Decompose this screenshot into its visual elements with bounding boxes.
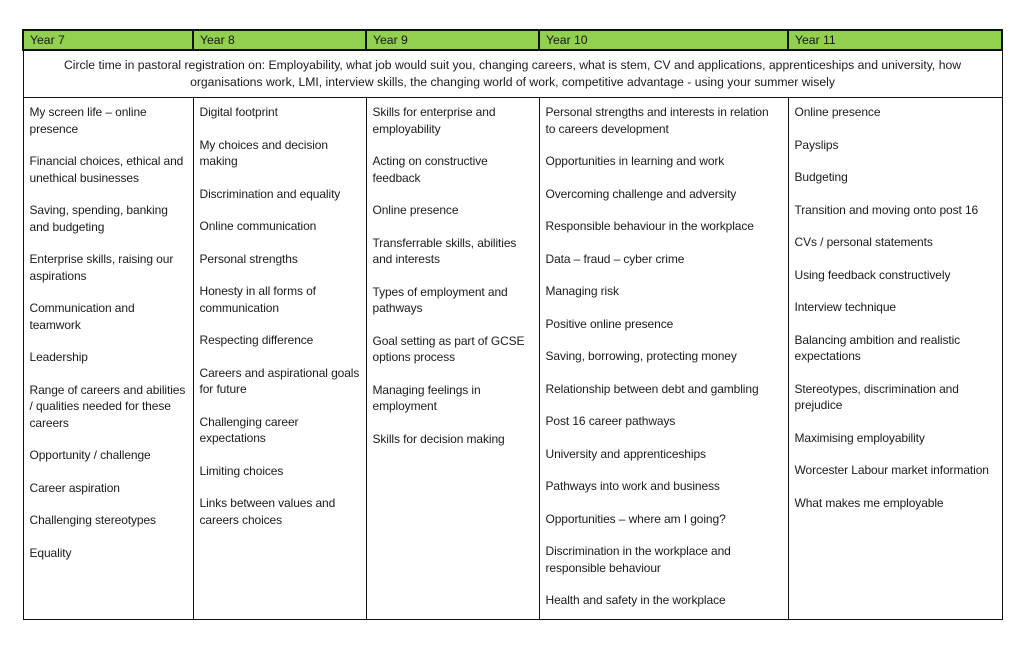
topic-item: Managing risk	[545, 284, 619, 298]
banner-row	[23, 50, 1002, 98]
topic-item: University and apprenticeships	[545, 446, 706, 461]
topic-item: Responsible behaviour in the workplace	[545, 219, 754, 233]
topic-item: My choices and decision making	[199, 137, 328, 168]
topic-item: My screen life – online presence	[29, 105, 147, 136]
topic-item: Opportunities in learning and work	[545, 154, 725, 168]
topic-item: Transferrable skills, abilities and interests	[372, 235, 517, 266]
topic-item: Leadership	[29, 350, 88, 364]
topic-item: Managing feelings in employment	[372, 382, 481, 413]
topic-item: Overcoming challenge and adversity	[545, 186, 737, 201]
body-cell-year-8	[193, 98, 366, 620]
topic-item: CVs / personal statements	[794, 235, 933, 249]
topic-item: Data – fraud – cyber crime	[545, 251, 685, 266]
topic-item: Personal strengths	[199, 251, 298, 266]
topic-item: Using feedback constructively	[794, 267, 951, 282]
topic-item: Equality	[29, 545, 72, 560]
topic-item: Discrimination in the workplace and responsible behaviour	[545, 544, 731, 575]
topic-item: Transition and moving onto post 16	[794, 202, 979, 217]
topic-item: Digital footprint	[199, 105, 278, 119]
topic-item: Worcester Labour market information	[794, 463, 989, 477]
topic-item: Maximising employability	[794, 430, 925, 445]
curriculum-table	[22, 29, 1003, 620]
body-row	[23, 98, 1002, 620]
topic-item: Online presence	[372, 203, 459, 217]
topic-item: Health and safety in the workplace	[545, 593, 726, 607]
topic-item: Skills for decision making	[372, 431, 505, 446]
topic-item: Careers and aspirational goals for future	[199, 365, 360, 396]
topic-item: Career aspiration	[29, 480, 120, 495]
topic-item: Personal strengths and interests in relation to careers development	[545, 105, 769, 136]
topic-item: Skills for enterprise and employability	[372, 105, 496, 136]
topic-item: Online communication	[199, 219, 317, 233]
header-cell-year-8: Year 8	[193, 30, 366, 50]
topic-item: Range of careers and abilities / qualities needed for these careers	[29, 382, 186, 430]
topic-item: Links between values and careers choices	[199, 496, 336, 527]
topic-item: Respecting difference	[199, 333, 314, 347]
topic-item: Online presence	[794, 105, 881, 119]
topic-item: Saving, spending, banking and budgeting	[29, 203, 168, 234]
topic-item: Post 16 career pathways	[545, 414, 676, 428]
topic-item: Discrimination and equality	[199, 186, 341, 201]
topic-item: Financial choices, ethical and unethical businesses	[29, 154, 184, 185]
topic-item: Opportunities – where am I going?	[545, 511, 726, 526]
body-cell-year-7	[23, 98, 193, 620]
topic-item: Challenging career expectations	[199, 414, 299, 445]
body-cell-year-10	[539, 98, 788, 620]
topic-item: Types of employment and pathways	[372, 284, 508, 315]
topic-item: Challenging stereotypes	[29, 513, 156, 527]
topic-item: Communication and teamwork	[29, 301, 135, 332]
topic-item: Payslips	[794, 137, 839, 152]
body-cell-year-9	[366, 98, 539, 620]
topic-item: Budgeting	[794, 170, 848, 184]
topic-item: Stereotypes, discrimination and prejudice	[794, 381, 959, 412]
topic-item: Saving, borrowing, protecting money	[545, 349, 737, 363]
banner-cell: Circle time in pastoral registration on: Employability, what job would suit you, changing careers, what is stem, CV and applications, apprenticeships and university, how organisations work, LMI, interview skills, the changing world of work, competitive advantage - using your summer wisely	[23, 50, 1002, 98]
header-cell-year-10: Year 10	[539, 30, 788, 50]
topic-item: Relationship between debt and gambling	[545, 381, 759, 396]
topic-item: Interview technique	[794, 300, 896, 314]
topic-item: Limiting choices	[199, 463, 284, 478]
topic-item: Opportunity / challenge	[29, 448, 151, 462]
topic-item: Balancing ambition and realistic expectations	[794, 332, 961, 363]
header-cell-year-11: Year 11	[788, 30, 1002, 50]
topic-item: What makes me employable	[794, 495, 944, 510]
header-cell-year-7: Year 7	[23, 30, 193, 50]
header-row	[23, 30, 1002, 50]
body-cell-year-11	[788, 98, 1002, 620]
topic-item: Pathways into work and business	[545, 479, 720, 493]
topic-item: Enterprise skills, raising our aspirations	[29, 252, 174, 283]
topic-item: Positive online presence	[545, 316, 674, 331]
header-cell-year-9: Year 9	[366, 30, 539, 50]
topic-item: Honesty in all forms of communication	[199, 284, 316, 315]
topic-item: Goal setting as part of GCSE options process	[372, 333, 525, 364]
topic-item: Acting on constructive feedback	[372, 154, 488, 185]
